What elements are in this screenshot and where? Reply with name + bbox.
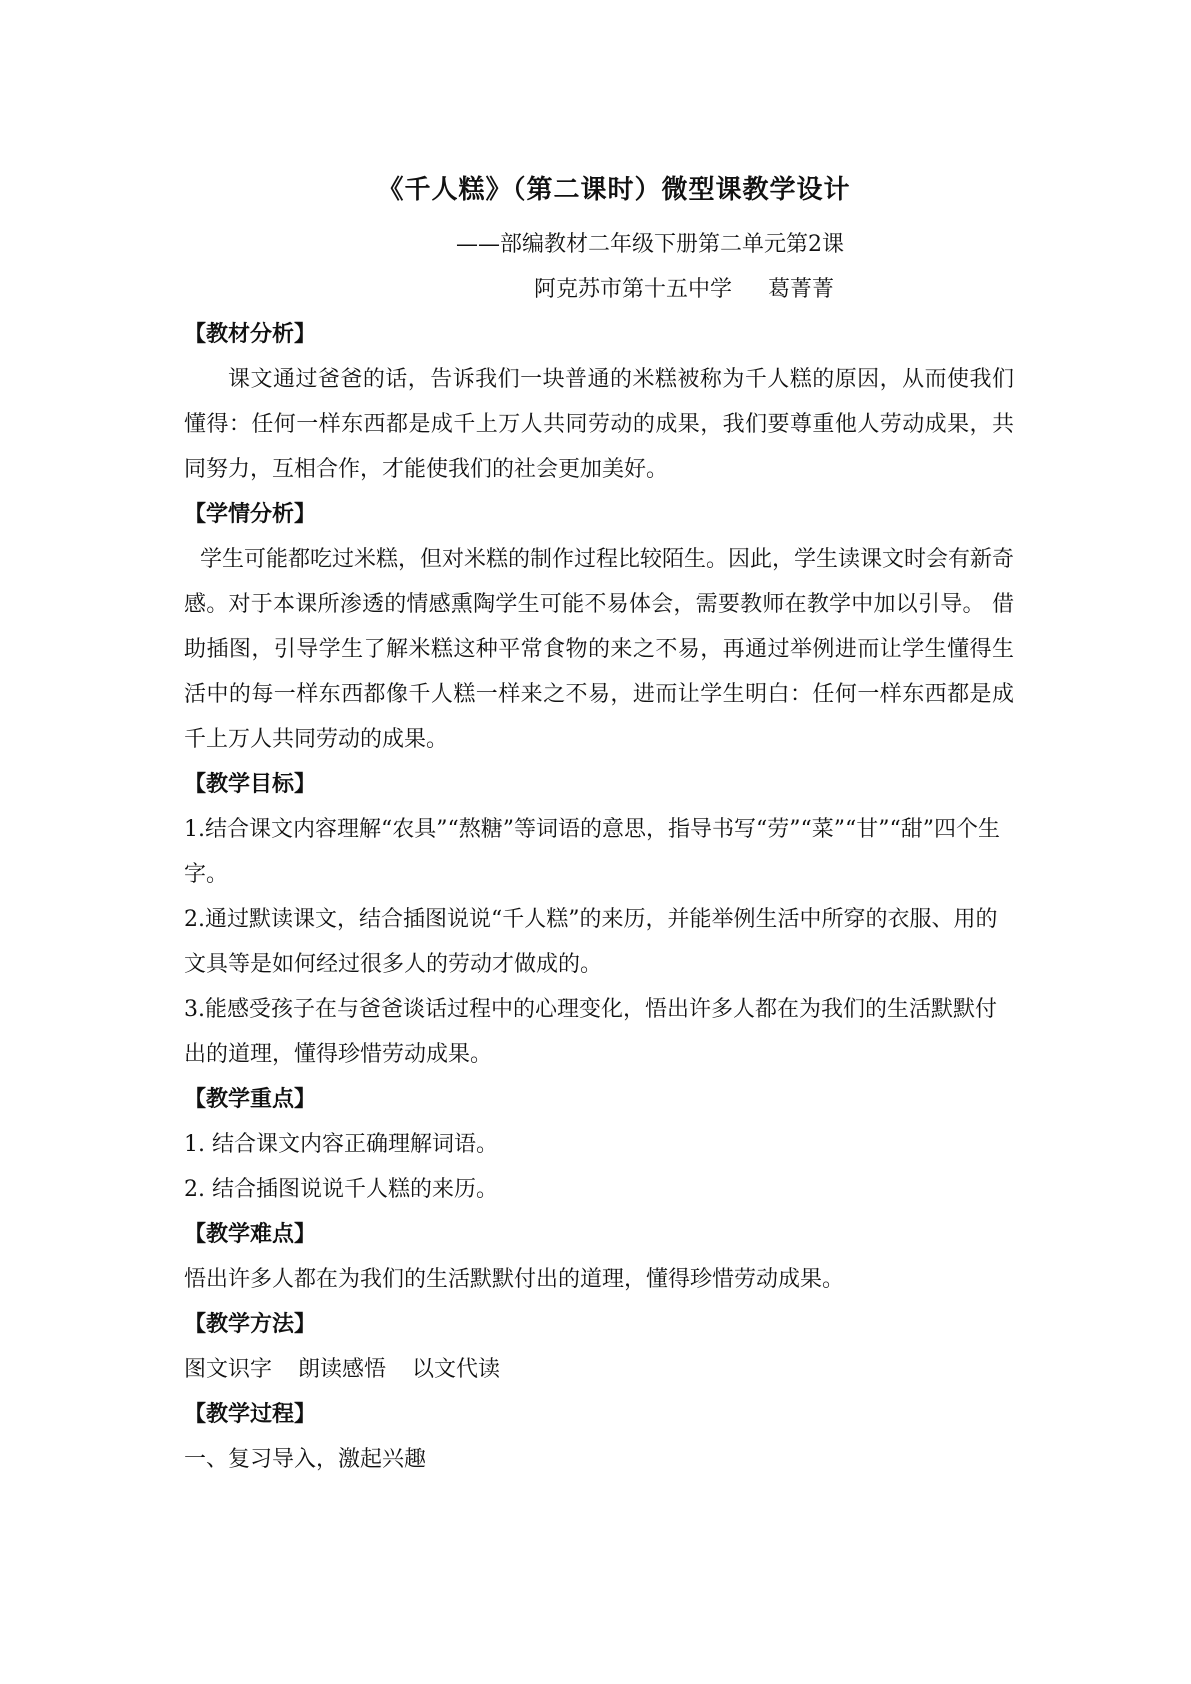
- objective-item-2: 2.通过默读课文，结合插图说说“千人糕”的来历，并能举例生活中所穿的衣服、用的文具等是如何经过很多人的劳动才做成的。: [184, 907, 998, 977]
- method-item-1: 图文识字: [184, 1357, 273, 1382]
- methods-heading: 【教学方法】: [184, 1312, 317, 1337]
- author-name: 葛菁菁: [767, 277, 834, 302]
- document-subtitle: ——部编教材二年级下册第二单元第2课: [456, 232, 844, 257]
- process-heading: 【教学过程】: [184, 1402, 317, 1427]
- objectives-heading: 【教学目标】: [184, 772, 317, 797]
- key-point-item-2: 2. 结合插图说说千人糕的来历。: [184, 1177, 498, 1202]
- key-points-heading: 【教学重点】: [184, 1087, 317, 1112]
- difficulties-text: 悟出许多人都在为我们的生活默默付出的道理，懂得珍惜劳动成果。: [184, 1267, 845, 1292]
- material-analysis-text: 课文通过爸爸的话，告诉我们一块普通的米糕被称为千人糕的原因，从而使我们懂得：任何一样东西都是成千上万人共同劳动的成果，我们要尊重他人劳动成果，共同努力，互相合作，才能使我们的社会更加美好。: [184, 367, 1014, 482]
- school-name: 阿克苏市第十五中学: [533, 277, 732, 302]
- method-item-3: 以文代读: [412, 1357, 501, 1382]
- methods-list: [184, 1347, 1014, 1392]
- difficulties-heading: 【教学难点】: [184, 1222, 317, 1247]
- document-title: 《千人糕》（第二课时）微型课教学设计: [377, 175, 851, 205]
- key-point-item-1: 1. 结合课文内容正确理解词语。: [184, 1132, 498, 1157]
- objective-item-1: 1.结合课文内容理解“农具”“熬糖”等词语的意思，指导书写“劳”“菜”“甘”“甜”四个生字。: [184, 817, 1000, 887]
- student-analysis-text: 学生可能都吃过米糕，但对米糕的制作过程比较陌生。因此，学生读课文时会有新奇感。对于本课所渗透的情感熏陶学生可能不易体会，需要教师在教学中加以引导。 借助插图，引导学生了解米糕这种平常食物的来之不易，再通过举例进而让学生懂得生活中的每一样东西都像千人糕一样来之不易，进而让学生明白：任何一样东西都是成千上万人共同劳动的成果。: [184, 547, 1015, 752]
- document-page: [184, 170, 1014, 1482]
- method-item-2: 朗读感悟: [298, 1357, 387, 1382]
- objective-item-3: 3.能感受孩子在与爸爸谈话过程中的心理变化，悟出许多人都在为我们的生活默默付出的道理，懂得珍惜劳动成果。: [184, 997, 997, 1067]
- author-line: [184, 267, 1014, 312]
- process-step-1: 一、复习导入，激起兴趣: [184, 1447, 427, 1472]
- material-analysis-heading: 【教材分析】: [184, 322, 317, 347]
- student-analysis-heading: 【学情分析】: [184, 502, 317, 527]
